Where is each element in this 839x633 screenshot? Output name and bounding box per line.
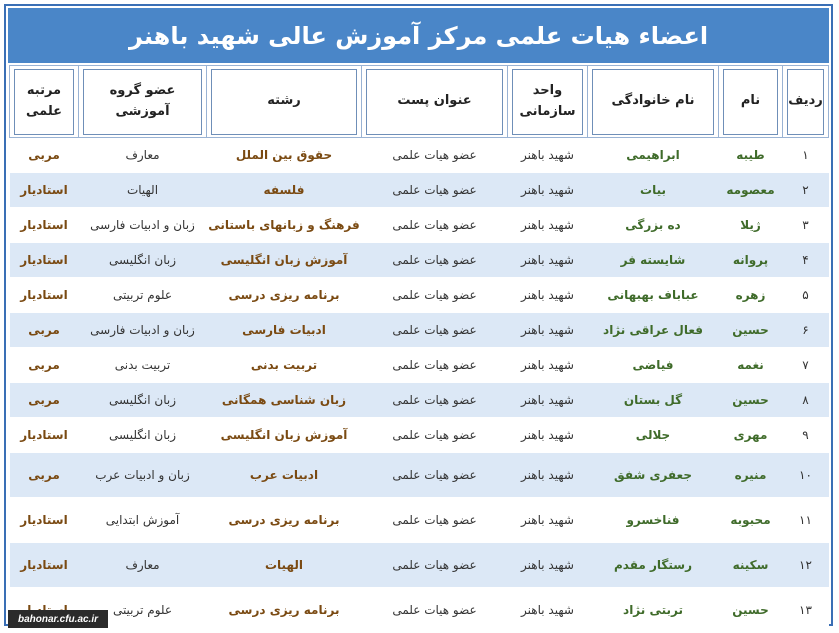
cell-field: فلسفه (207, 173, 362, 208)
table-row (10, 348, 829, 383)
cell-row-number: ۶ (783, 313, 829, 348)
cell-post: عضو هیات علمی (362, 138, 508, 173)
cell-field: برنامه ریزی درسی (207, 278, 362, 313)
cell-group: زبان و ادبیات فارسی (79, 208, 207, 243)
faculty-table-frame (4, 4, 833, 626)
cell-post: عضو هیات علمی (362, 278, 508, 313)
cell-unit: شهید باهنر (508, 543, 588, 588)
cell-first-name: زهره (719, 278, 783, 313)
cell-field: ادبیات عرب (207, 453, 362, 498)
cell-post: عضو هیات علمی (362, 498, 508, 543)
header-last-name: نام خانوادگی (588, 66, 719, 138)
cell-rank: استادیار (10, 278, 79, 313)
cell-rank: استادیار (10, 208, 79, 243)
cell-group: زبان و ادبیات فارسی (79, 313, 207, 348)
table-row (10, 313, 829, 348)
cell-rank: استادیار (10, 543, 79, 588)
cell-post: عضو هیات علمی (362, 588, 508, 633)
header-unit: واحد سازمانی (508, 66, 588, 138)
cell-row-number: ۵ (783, 278, 829, 313)
cell-field: حقوق بین الملل (207, 138, 362, 173)
cell-unit: شهید باهنر (508, 313, 588, 348)
cell-row-number: ۱۰ (783, 453, 829, 498)
cell-post: عضو هیات علمی (362, 313, 508, 348)
table-row (10, 208, 829, 243)
cell-last-name: فیاضی (588, 348, 719, 383)
cell-row-number: ۴ (783, 243, 829, 278)
cell-last-name: جعفری شفق (588, 453, 719, 498)
cell-post: عضو هیات علمی (362, 243, 508, 278)
table-row (10, 243, 829, 278)
cell-rank: مربی (10, 453, 79, 498)
cell-unit: شهید باهنر (508, 138, 588, 173)
cell-post: عضو هیات علمی (362, 418, 508, 453)
cell-rank: استادیار (10, 243, 79, 278)
cell-group: تربیت بدنی (79, 348, 207, 383)
cell-rank: مربی (10, 138, 79, 173)
cell-group: زبان انگلیسی (79, 243, 207, 278)
cell-rank: استادیار (10, 173, 79, 208)
cell-rank: مربی (10, 313, 79, 348)
cell-unit: شهید باهنر (508, 278, 588, 313)
cell-unit: شهید باهنر (508, 498, 588, 543)
cell-group: معارف (79, 543, 207, 588)
cell-field: ادبیات فارسی (207, 313, 362, 348)
cell-row-number: ۱۲ (783, 543, 829, 588)
table-row (10, 383, 829, 418)
cell-unit: شهید باهنر (508, 588, 588, 633)
table-row (10, 588, 829, 633)
cell-first-name: محبوبه (719, 498, 783, 543)
table-header-row (10, 66, 829, 138)
header-row-number: ردیف (783, 66, 829, 138)
cell-first-name: سکینه (719, 543, 783, 588)
cell-last-name: ده بزرگی (588, 208, 719, 243)
site-watermark: bahonar.cfu.ac.ir (8, 610, 108, 628)
cell-row-number: ۳ (783, 208, 829, 243)
cell-last-name: فعال عراقی نژاد (588, 313, 719, 348)
cell-first-name: حسین (719, 383, 783, 418)
cell-first-name: منیره (719, 453, 783, 498)
cell-unit: شهید باهنر (508, 208, 588, 243)
header-post: عنوان پست (362, 66, 508, 138)
cell-field: آموزش زبان انگلیسی (207, 243, 362, 278)
cell-row-number: ۷ (783, 348, 829, 383)
cell-post: عضو هیات علمی (362, 383, 508, 418)
cell-first-name: ژیلا (719, 208, 783, 243)
cell-field: فرهنگ و زبانهای باستانی (207, 208, 362, 243)
cell-group: آموزش ابتدایی (79, 498, 207, 543)
cell-first-name: مهری (719, 418, 783, 453)
cell-rank: مربی (10, 383, 79, 418)
cell-row-number: ۲ (783, 173, 829, 208)
table-row (10, 173, 829, 208)
cell-last-name: ابراهیمی (588, 138, 719, 173)
cell-last-name: گل بستان (588, 383, 719, 418)
header-first-name: نام (719, 66, 783, 138)
cell-unit: شهید باهنر (508, 418, 588, 453)
header-field: رشته (207, 66, 362, 138)
cell-last-name: بیات (588, 173, 719, 208)
table-row (10, 138, 829, 173)
table-row (10, 543, 829, 588)
cell-row-number: ۸ (783, 383, 829, 418)
cell-post: عضو هیات علمی (362, 173, 508, 208)
cell-first-name: نغمه (719, 348, 783, 383)
cell-rank: استادیار (10, 498, 79, 543)
table-row (10, 453, 829, 498)
cell-rank: مربی (10, 348, 79, 383)
table-row (10, 278, 829, 313)
cell-unit: شهید باهنر (508, 383, 588, 418)
cell-post: عضو هیات علمی (362, 543, 508, 588)
page-title: اعضاء هیات علمی مرکز آموزش عالی شهید باهنر (8, 8, 829, 63)
cell-group: زبان و ادبیات عرب (79, 453, 207, 498)
cell-last-name: رستگار مقدم (588, 543, 719, 588)
faculty-table (9, 65, 829, 633)
cell-last-name: تربتی نژاد (588, 588, 719, 633)
cell-group: معارف (79, 138, 207, 173)
table-row (10, 498, 829, 543)
cell-row-number: ۱۱ (783, 498, 829, 543)
cell-row-number: ۱ (783, 138, 829, 173)
cell-field: آموزش زبان انگلیسی (207, 418, 362, 453)
cell-first-name: معصومه (719, 173, 783, 208)
cell-field: برنامه ریزی درسی (207, 588, 362, 633)
table-row (10, 418, 829, 453)
cell-first-name: حسین (719, 313, 783, 348)
cell-first-name: طیبه (719, 138, 783, 173)
header-group: عضو گروه آموزشی (79, 66, 207, 138)
cell-last-name: شایسته فر (588, 243, 719, 278)
cell-unit: شهید باهنر (508, 453, 588, 498)
cell-last-name: جلالی (588, 418, 719, 453)
cell-group: زبان انگلیسی (79, 418, 207, 453)
cell-row-number: ۹ (783, 418, 829, 453)
cell-post: عضو هیات علمی (362, 348, 508, 383)
cell-row-number: ۱۳ (783, 588, 829, 633)
cell-unit: شهید باهنر (508, 243, 588, 278)
cell-first-name: پروانه (719, 243, 783, 278)
cell-post: عضو هیات علمی (362, 208, 508, 243)
header-rank: مرتبه علمی (10, 66, 79, 138)
cell-rank: استادیار (10, 418, 79, 453)
cell-field: تربیت بدنی (207, 348, 362, 383)
cell-unit: شهید باهنر (508, 348, 588, 383)
cell-post: عضو هیات علمی (362, 453, 508, 498)
cell-group: الهیات (79, 173, 207, 208)
cell-last-name: عباباف بهبهانی (588, 278, 719, 313)
cell-unit: شهید باهنر (508, 173, 588, 208)
cell-first-name: حسین (719, 588, 783, 633)
cell-field: برنامه ریزی درسی (207, 498, 362, 543)
cell-group: علوم تربیتی (79, 588, 207, 633)
cell-field: الهیات (207, 543, 362, 588)
cell-group: علوم تربیتی (79, 278, 207, 313)
cell-field: زبان شناسی همگانی (207, 383, 362, 418)
cell-group: زبان انگلیسی (79, 383, 207, 418)
cell-last-name: فناخسرو (588, 498, 719, 543)
